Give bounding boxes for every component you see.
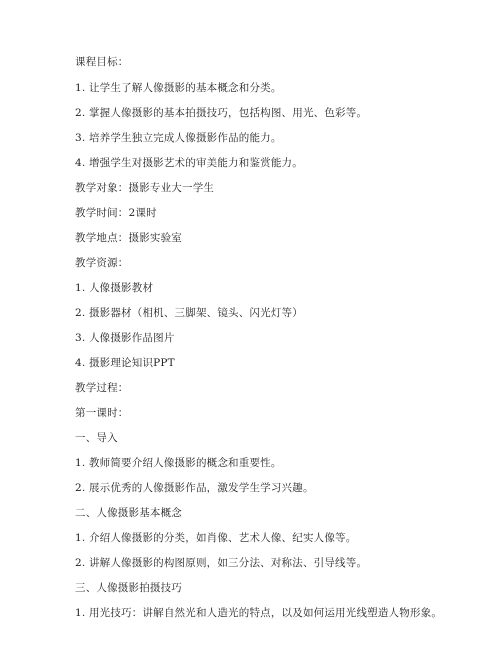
- list-item: 4. 摄影理论知识PPT: [75, 357, 175, 369]
- heading-first-lesson: 第一课时：: [75, 407, 129, 419]
- heading-teaching-resources: 教学资源：: [75, 257, 129, 269]
- heading-teaching-process: 教学过程：: [75, 382, 129, 394]
- list-item: 3. 培养学生独立完成人像摄影作品的能力。: [75, 132, 282, 144]
- list-item: 2. 讲解人像摄影的构图原则，如三分法、对称法、引导线等。: [75, 557, 368, 569]
- list-item: 1. 用光技巧：讲解自然光和人造光的特点，以及如何运用光线塑造人物形象。: [75, 607, 443, 619]
- list-item: 3. 人像摄影作品图片: [75, 332, 175, 344]
- section-heading: 二、人像摄影基本概念: [75, 507, 182, 519]
- list-item: 1. 人像摄影教材: [75, 282, 154, 294]
- list-item: 2. 摄影器材（相机、三脚架、镜头、闪光灯等）: [75, 307, 303, 319]
- list-item: 1. 让学生了解人像摄影的基本概念和分类。: [75, 82, 282, 94]
- list-item: 2. 展示优秀的人像摄影作品，激发学生学习兴趣。: [75, 482, 314, 494]
- list-item: 1. 介绍人像摄影的分类，如肖像、艺术人像、纪实人像等。: [75, 532, 357, 544]
- list-item: 2. 掌握人像摄影的基本拍摄技巧，包括构图、用光、色彩等。: [75, 107, 368, 119]
- list-item: 1. 教师简要介绍人像摄影的概念和重要性。: [75, 457, 282, 469]
- teaching-location: 教学地点：摄影实验室: [75, 232, 182, 244]
- section-heading: 三、人像摄影拍摄技巧: [75, 582, 182, 594]
- list-item: 4. 增强学生对摄影艺术的审美能力和鉴赏能力。: [75, 157, 303, 169]
- heading-course-goals: 课程目标：: [75, 56, 129, 68]
- teaching-time: 教学时间：2课时: [75, 207, 157, 219]
- teaching-audience: 教学对象：摄影专业大一学生: [75, 182, 215, 194]
- section-heading: 一、导入: [75, 432, 118, 444]
